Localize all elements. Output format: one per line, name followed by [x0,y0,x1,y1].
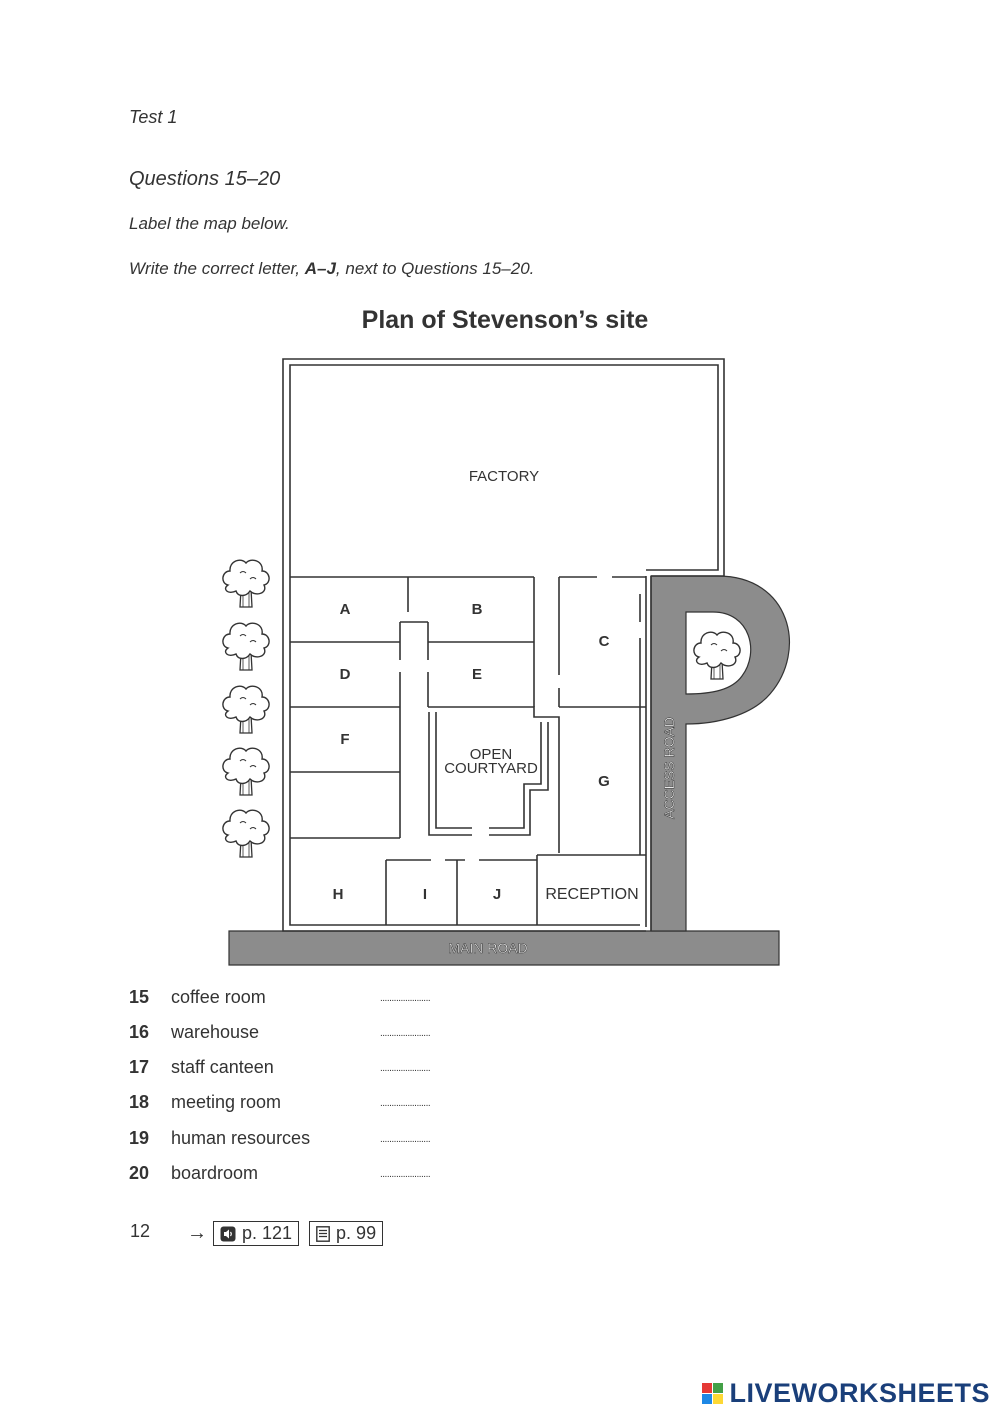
page-references [187,1221,383,1246]
letter-b: B [471,601,483,618]
question-number: 18 [129,1092,150,1112]
questions-heading: Questions 15–20 [129,168,281,190]
instruction-write-letter [129,259,534,279]
site-map [0,340,1000,980]
access-road-label: ACCESS ROAD [661,717,677,819]
letter-e: E [471,666,483,683]
question-number: 17 [129,1057,150,1077]
letter-c: C [598,633,610,650]
instruction-prefix: Write the correct letter, [129,259,305,278]
reception-label: RECEPTION [545,886,639,903]
question-number: 20 [129,1163,150,1183]
question-number: 16 [129,1022,150,1042]
answer-blank[interactable]: ...................... [380,1134,431,1145]
letter-a: A [339,601,351,618]
instruction-suffix: , next to Questions 15–20. [335,259,535,278]
answer-blank[interactable]: ...................... [380,1028,431,1039]
answer-blank[interactable]: ...................... [380,1098,431,1109]
logo-text: LIVEWORKSHEETS [729,1378,990,1408]
audio-page-ref: p. 121 [242,1223,293,1243]
test-label: Test 1 [129,107,178,127]
transcript-reference [309,1221,383,1246]
tree-icon [223,623,269,670]
logo-grid-icon [702,1383,723,1404]
letter-g: G [598,773,610,790]
instruction-letter-range: A–J [304,259,336,278]
map-title: Plan of Stevenson’s site [361,306,649,334]
letter-f: F [340,731,350,748]
question-text: coffee room [171,987,266,1007]
page-number: 12 [130,1221,151,1241]
question-number: 15 [129,987,150,1007]
audio-icon [220,1226,236,1242]
transcript-page-ref: p. 99 [336,1223,377,1243]
question-text: human resources [171,1128,311,1148]
question-text: staff canteen [171,1057,274,1077]
letter-d: D [339,666,351,683]
factory-label: FACTORY [468,468,540,485]
tree-icon [223,810,269,857]
arrow-icon: → [187,1222,207,1244]
instruction-label-map: Label the map below. [129,214,290,233]
courtyard-label-line2: COURTYARD [444,760,538,777]
transcript-icon [316,1226,330,1242]
courtyard-label-line1: OPEN [469,746,513,763]
tree-icon [223,560,269,607]
question-number: 19 [129,1128,150,1148]
letter-h: H [332,886,344,903]
question-text: boardroom [171,1163,259,1183]
answer-blank[interactable]: ...................... [380,993,431,1004]
tree-icon [223,748,269,795]
audio-reference [213,1221,299,1246]
liveworksheets-logo[interactable] [702,1378,990,1409]
answer-blank[interactable]: ...................... [380,1063,431,1074]
tree-icon [223,686,269,733]
answer-blank[interactable]: ...................... [380,1169,431,1180]
interior-walls [290,577,646,925]
question-text: warehouse [171,1022,260,1042]
main-road-label: MAIN ROAD [448,940,528,956]
letter-j: J [492,886,502,903]
letter-i: I [422,886,428,903]
question-text: meeting room [171,1092,282,1112]
